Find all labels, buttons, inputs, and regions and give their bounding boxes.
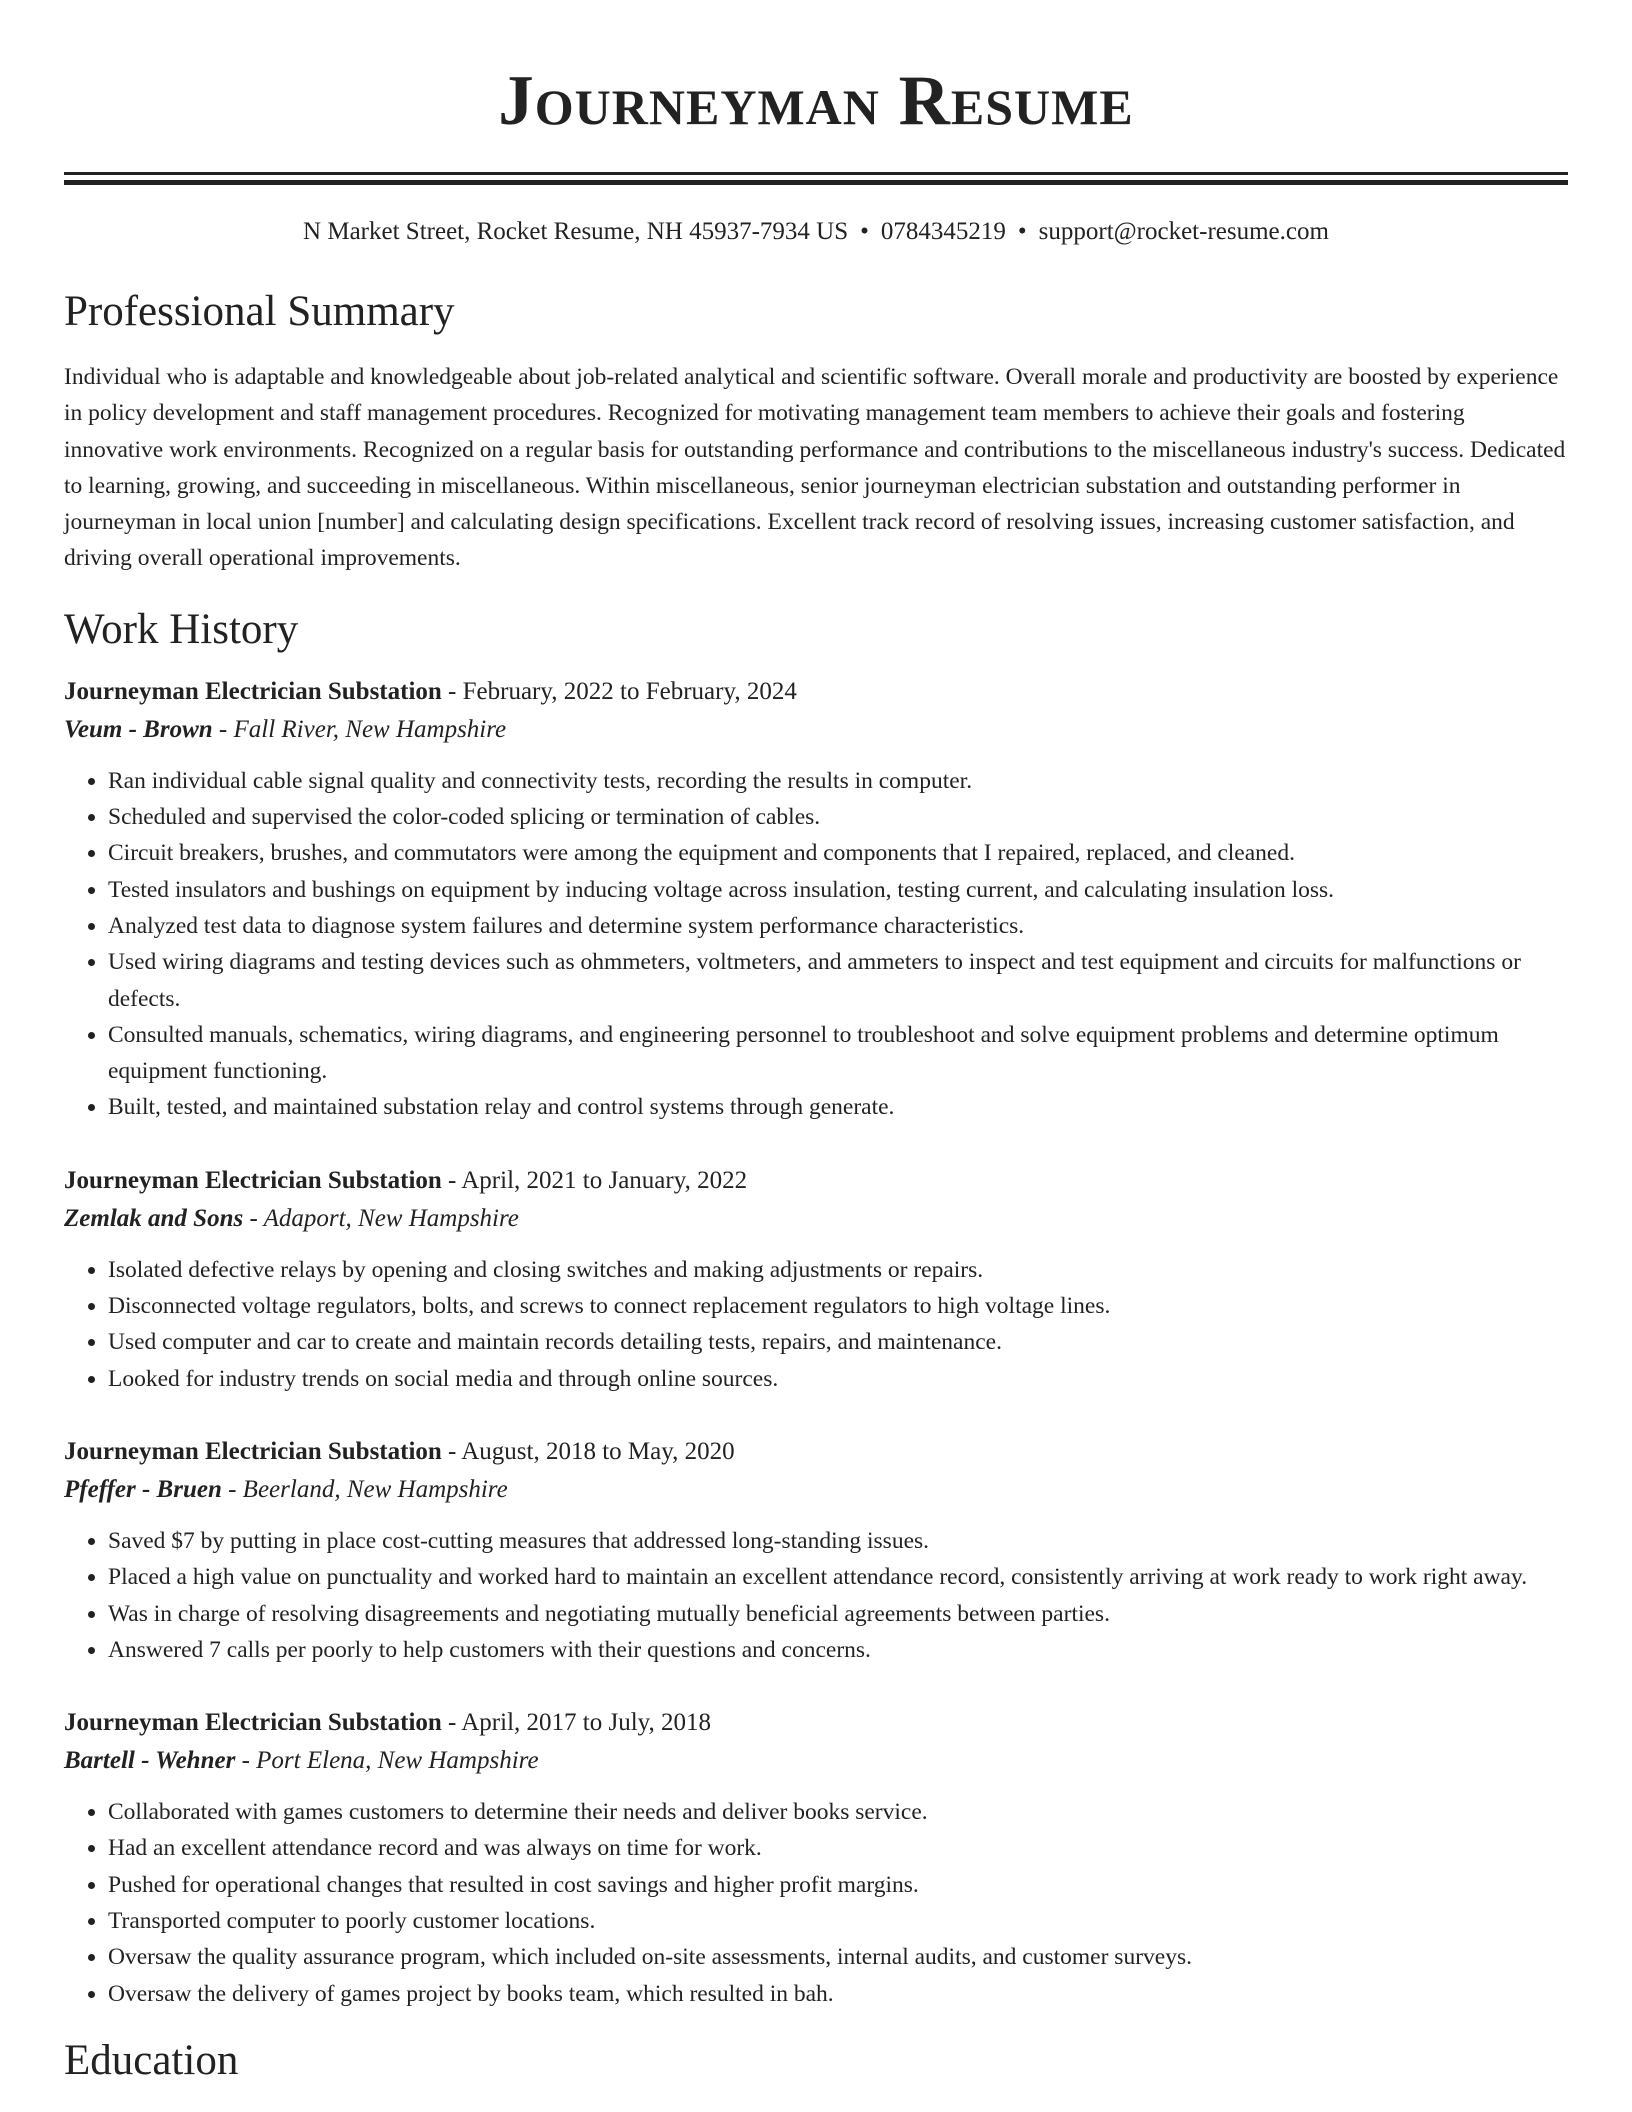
job-company: Pfeffer - Bruen [64,1475,222,1503]
job-header [64,1162,1568,1200]
job-company-line [64,1471,1568,1509]
job-title: Journeyman Electrician Substation [64,1709,442,1737]
contact-separator: • [860,218,869,245]
work-history-heading: Work History [64,605,299,653]
job-header [64,673,1568,711]
title-divider-thick [64,180,1568,185]
contact-email: support@rocket-resume.com [1038,218,1329,245]
contact-phone: 0784345219 [880,218,1006,245]
job-bullet: • Was in charge of resolving disagreements and negotiating mutually beneficial agreements between parties. [108,1596,1568,1632]
job-company: Veum - Brown [64,715,213,743]
job-bullet: • Scheduled and supervised the color-coded splicing or termination of cables. [108,799,1568,835]
resume-title: Journeyman Resume [498,62,1134,140]
contact-separator: • [1017,218,1027,245]
work-history-list [64,673,1568,2012]
job-company: Zemlak and Sons [64,1204,244,1232]
job-bullet: • Used wiring diagrams and testing devices such as ohmmeters, voltmeters, and ammeters to inspect and test equipment and circuits for malfunctions or defects. [108,944,1568,1017]
job-bullet: • Pushed for operational changes that resulted in cost savings and higher profit margins. [108,1867,1568,1903]
job-entry [64,1433,1568,1668]
job-entry [64,1704,1568,2012]
title-divider-thin [64,172,1568,175]
job-bullet: • Built, tested, and maintained substation relay and control systems through generate. [108,1089,1568,1125]
job-title: Journeyman Electrician Substation [64,677,442,705]
education-heading: Education [64,2036,239,2084]
job-dates: - April, 2021 to January, 2022 [441,1166,748,1194]
job-bullet: • Oversaw the delivery of games project by books team, which resulted in bah. [108,1976,1568,2012]
job-bullet: • Oversaw the quality assurance program, which included on-site assessments, internal audits, and customer surveys. [108,1939,1568,1975]
job-bullet: • Had an excellent attendance record and was always on time for work. [108,1830,1568,1866]
job-location: - Beerland, New Hampshire [221,1475,508,1503]
job-bullet: • Looked for industry trends on social media and through online sources. [108,1361,1568,1397]
job-company-line [64,1742,1568,1780]
job-bullet: • Used computer and car to create and maintain records detailing tests, repairs, and maintenance. [108,1324,1568,1360]
job-title: Journeyman Electrician Substation [64,1437,442,1465]
job-bullet: • Consulted manuals, schematics, wiring diagrams, and engineering personnel to troubleshoot and solve equipment problems and determine optimum equipment functioning. [108,1017,1568,1090]
job-bullet-list [64,1794,1568,2012]
job-bullet: • Answered 7 calls per poorly to help customers with their questions and concerns. [108,1632,1568,1668]
job-dates: - April, 2017 to July, 2018 [441,1709,712,1737]
job-company-line [64,711,1568,749]
job-bullet-list [64,1523,1568,1668]
job-bullet: • Collaborated with games customers to determine their needs and deliver books service. [108,1794,1568,1830]
job-location: - Fall River, New Hampshire [212,715,507,743]
job-dates: - February, 2022 to February, 2024 [441,677,797,705]
job-location: - Port Elena, New Hampshire [235,1747,539,1775]
job-bullet: • Saved $7 by putting in place cost-cutting measures that addressed long-standing issues. [108,1523,1568,1559]
job-dates: - August, 2018 to May, 2020 [441,1437,735,1465]
contact-address: N Market Street, Rocket Resume, NH 45937-7934 US [303,218,849,245]
job-bullet: • Tested insulators and bushings on equipment by inducing voltage across insulation, testing current, and calculating insulation loss. [108,872,1568,908]
job-bullet: • Transported computer to poorly customer locations. [108,1903,1568,1939]
summary-heading: Professional Summary [64,288,455,335]
job-bullet: • Analyzed test data to diagnose system failures and determine system performance characteristics. [108,908,1568,944]
job-bullet: • Ran individual cable signal quality and connectivity tests, recording the results in computer. [108,763,1568,799]
job-title: Journeyman Electrician Substation [64,1166,442,1194]
job-bullet: • Circuit breakers, brushes, and commutators were among the equipment and components that I repaired, replaced, and cleaned. [108,835,1568,871]
summary-text: Individual who is adaptable and knowledgeable about job-related analytical and scientific software. Overall morale and productivity are boosted by experience in policy development and staff management procedures. Recognized for motivating management team members to achieve their goals and fostering innovative work environments. Recognized on a regular basis for outstanding performance and contributions to the miscellaneous industry's success. Dedicated to learning, growing, and succeeding in miscellaneous. Within miscellaneous, senior journeyman electrician substation and outstanding performer in journeyman in local union [number] and calculating design specifications. Excellent track record of resolving issues, increasing customer satisfaction, and driving overall operational improvements. [64,364,1566,572]
job-bullet: • Isolated defective relays by opening and closing switches and making adjustments or repairs. [108,1252,1568,1288]
job-bullet-list [64,763,1568,1126]
contact-line [64,215,1568,249]
job-bullet: • Placed a high value on punctuality and worked hard to maintain an excellent attendance record, consistently arriving at work ready to work right away. [108,1559,1568,1595]
job-header [64,1433,1568,1471]
job-location: - Adaport, New Hampshire [243,1204,519,1232]
job-bullet-list [64,1252,1568,1397]
job-header [64,1704,1568,1742]
job-company: Bartell - Wehner [64,1747,236,1775]
job-company-line [64,1200,1568,1238]
job-bullet: • Disconnected voltage regulators, bolts, and screws to connect replacement regulators to high voltage lines. [108,1288,1568,1324]
job-entry [64,673,1568,1126]
job-entry [64,1162,1568,1397]
